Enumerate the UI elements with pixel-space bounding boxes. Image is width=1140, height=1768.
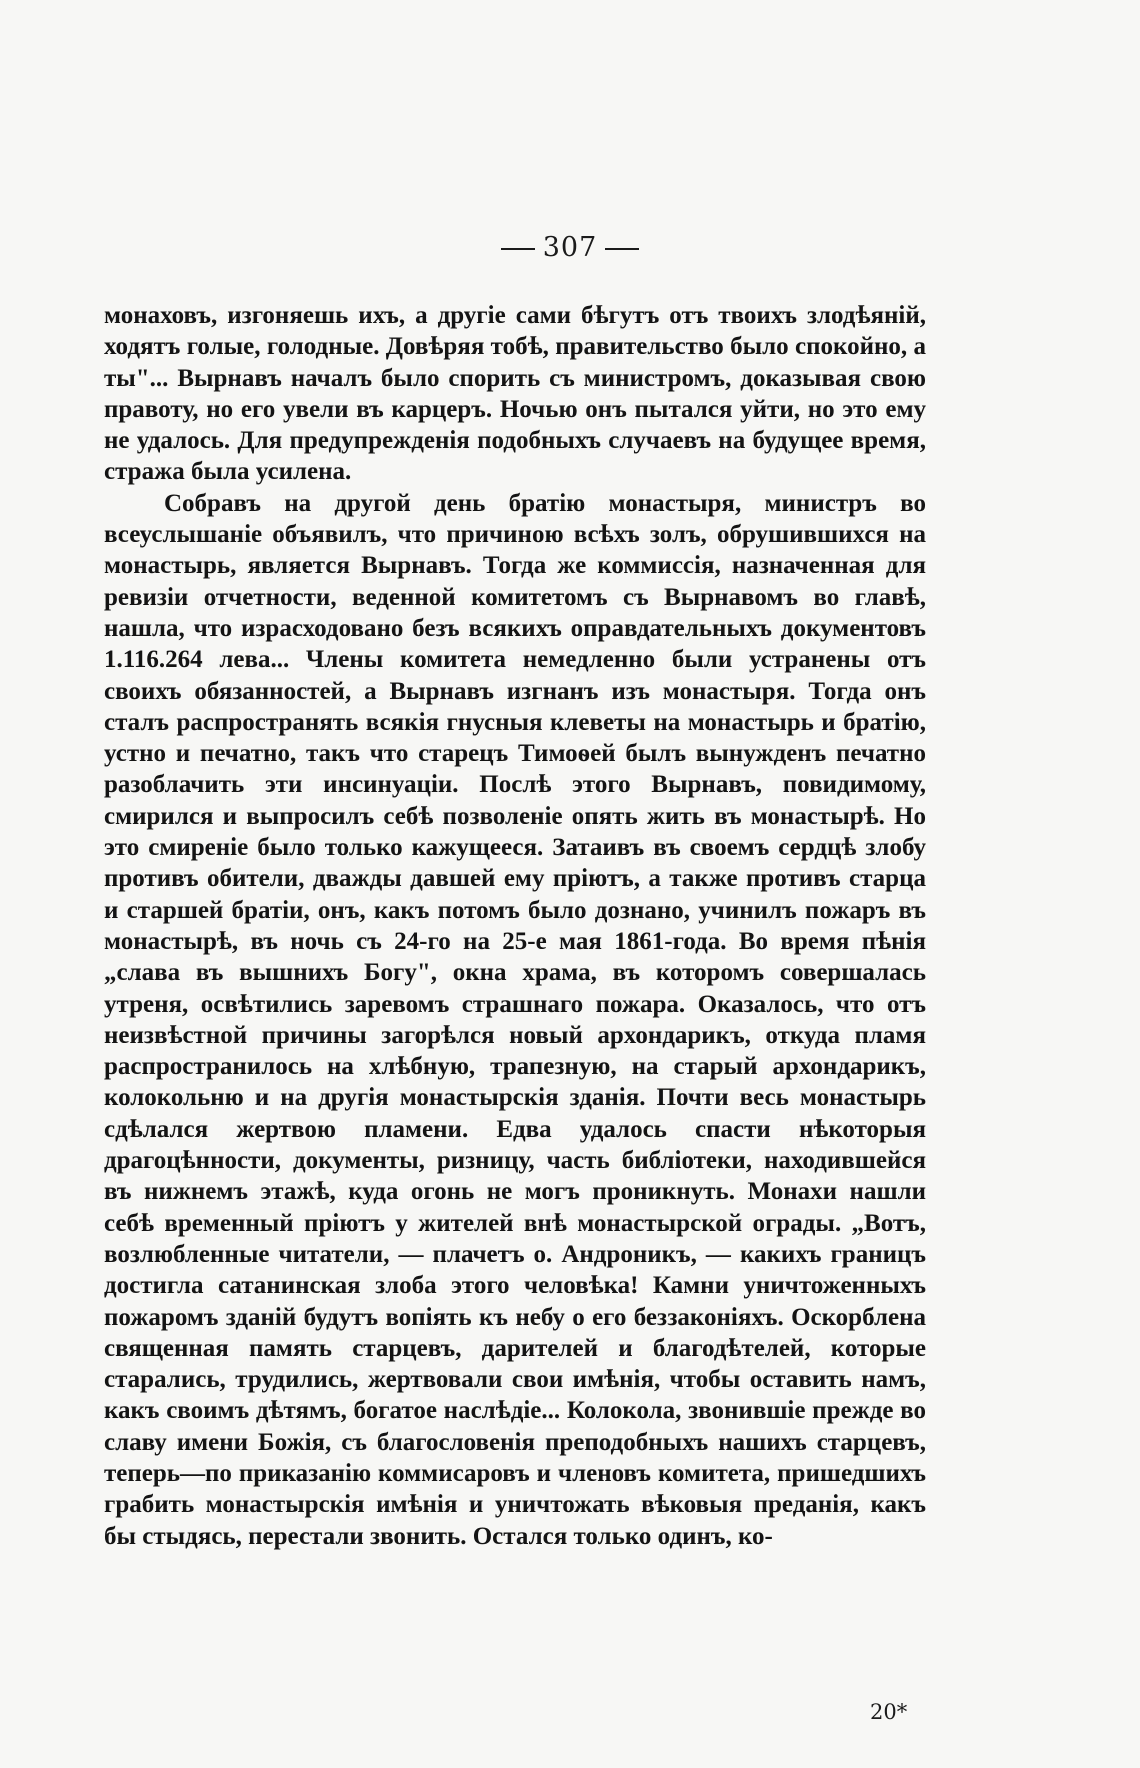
page-body xyxy=(104,300,926,1552)
paragraph: монаховъ, изгоняешь ихъ, а другіе сами бѣгутъ отъ твоихъ злодѣяній, ходятъ голые, голодные. Довѣряя тобѣ, правительство было спокойно, а ты"... Вырнавъ началъ было спорить съ министромъ, доказывая свою правоту, но его увели въ карцеръ. Ночью онъ пытался уйти, но это ему не удалось. Для предупрежденія подобныхъ случаевъ на будущее время, стража была усилена. xyxy=(104,302,926,486)
signature-mark: 20* xyxy=(870,1700,908,1724)
paragraph: Собравъ на другой день братію монастыря, министръ во всеуслышаніе объявилъ, что причиною всѣхъ золъ, обрушившихся на монастырь, является Вырнавъ. Тогда же коммиссія, назначенная для ревизіи отчетности, веденной комитетомъ съ Вырнавомъ во главѣ, нашла, что израсходовано безъ всякихъ оправдательныхъ документовъ 1.116.264 лева... Члены комитета немедленно были устранены отъ своихъ обязанностей, а Вырнавъ изгнанъ изъ монастыря. Тогда онъ сталъ распространять всякія гнусныя клеветы на монастырь и братію, устно и печатно, такъ что старецъ Тимоѳей былъ вынужденъ печатно разоблачить эти инсинуаціи. Послѣ этого Вырнавъ, повидимому, смирился и выпросилъ себѣ позволеніе опять жить въ монастырѣ. Но это смиреніе было только кажущееся. Затаивъ въ своемъ сердцѣ злобу противъ обители, дважды давшей ему пріютъ, а также противъ старца и старшей братіи, онъ, какъ потомъ было дознано, учинилъ пожаръ въ монастырѣ, въ ночь съ 24-го на 25-е мая 1861-года. Во время пѣнія „слава въ вышнихъ Богу", окна храма, въ которомъ совершалась утреня, освѣтились заревомъ страшнаго пожара. Оказалось, что отъ неизвѣстной причины загорѣлся новый архондарикъ, откуда пламя распространилось на хлѣбную, трапезную, на старый архондарикъ, колокольню и на другія монастырскія зданія. Почти весь монастырь сдѣлался жертвою пламени. Едва удалось спасти нѣкоторыя драгоцѣнности, документы, ризницу, часть библіотеки, находившейся въ нижнемъ этажѣ, куда огонь не могъ проникнуть. Монахи нашли себѣ временный пріютъ у жителей внѣ монастырской ограды. „Вотъ, возлюбленные читатели, — плачетъ о. Андроникъ, — какихъ границъ достигла сатанинская злоба этого человѣка! Камни уничтоженныхъ пожаромъ зданій будутъ вопіять къ небу о его беззаконіяхъ. Оскорблена священная память старцевъ, дарителей и благодѣтелей, которые старались, трудились, жертвовали свои имѣнія, чтобы оставить намъ, какъ своимъ дѣтямъ, богатое наслѣдіе... Колокола, звонившіе прежде во славу имени Божія, съ благословенія преподобныхъ нашихъ старцевъ, теперь—по приказанію коммисаровъ и членовъ комитета, пришедшихъ грабить монастырскія имѣнія и уничтожать вѣковыя преданія, какъ бы стыдясь, перестали звонить. Остался только одинъ, ко- xyxy=(104,489,926,1550)
header-right-dash xyxy=(605,248,639,250)
page-header xyxy=(0,232,1140,263)
header-left-dash xyxy=(501,248,535,250)
page-number: 307 xyxy=(542,232,598,263)
